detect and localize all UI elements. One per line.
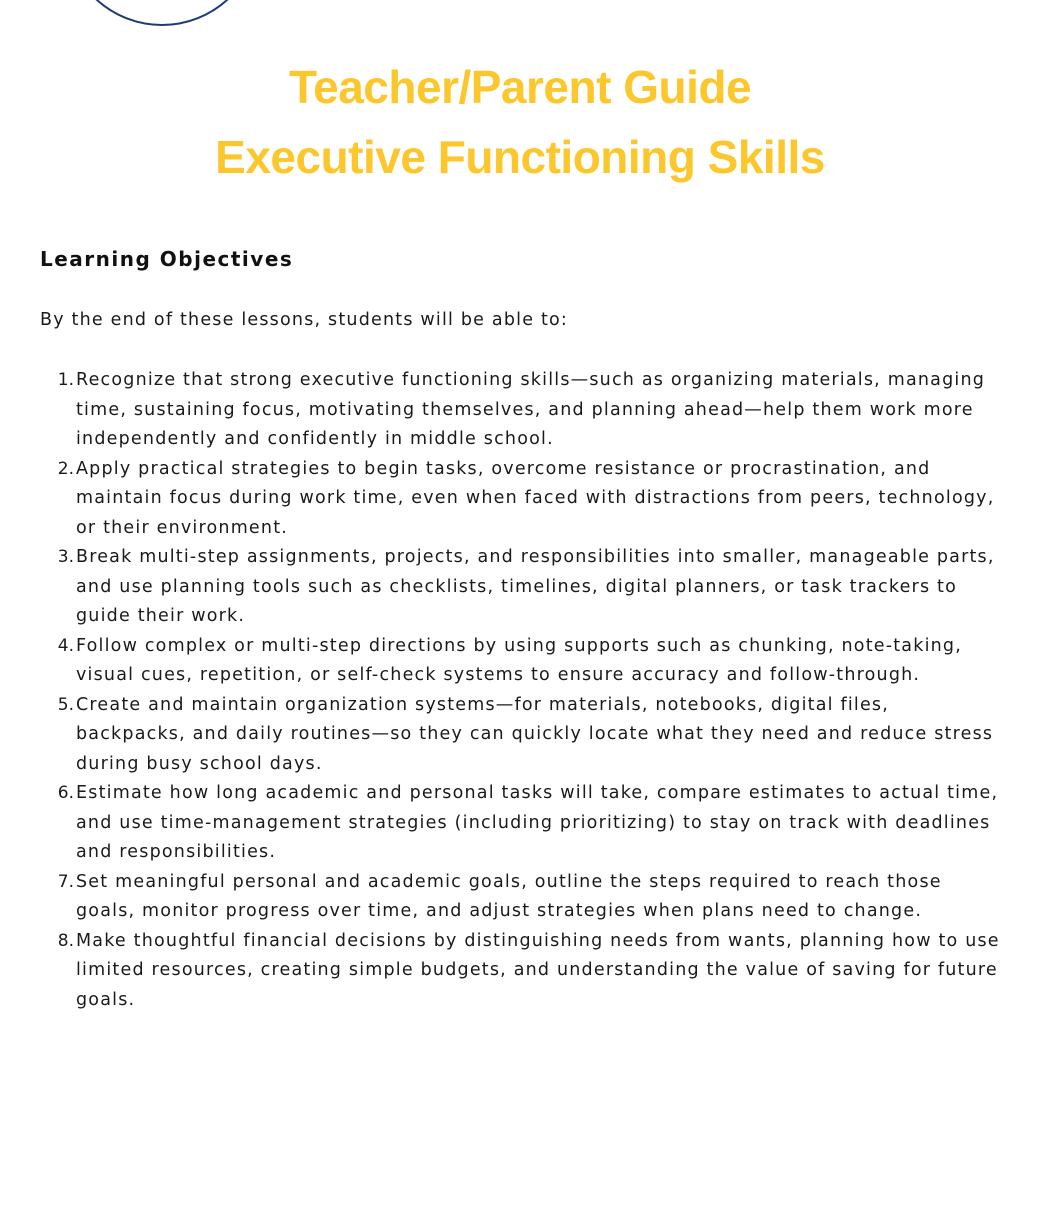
list-item-number: 1. [57, 370, 74, 390]
list-item-number: 8. [57, 930, 74, 951]
list-item-text: Set meaningful personal and academic goals, outline the steps required to reach those goals, monitor progress over time, and adjust strategies when plans need to change. [76, 871, 942, 921]
list-item [0, 927, 1000, 1016]
page-title [0, 52, 1040, 192]
list-item [0, 543, 1000, 632]
list-item-text: Estimate how long academic and personal tasks will take, compare estimates to actual time, and use time-management strategies (including prioritizing) to stay on track with deadlines and responsibilities. [76, 783, 999, 862]
intro-text: By the end of these lessons, students will be able to: [40, 310, 569, 330]
list-item-text: Break multi-step assignments, projects, and responsibilities into smaller, manageable parts, and use planning tools such as checklists, timelines, digital planners, or task trackers to guide their work. [76, 547, 995, 626]
objectives-list [0, 366, 1000, 1015]
list-item-text: Make thoughtful financial decisions by distinguishing needs from wants, planning how to use limited resources, creating simple budgets, and understanding the value of saving for future goals. [76, 930, 1000, 1010]
list-item-text: Recognize that strong executive functioning skills—such as organizing materials, managing time, sustaining focus, motivating themselves, and planning ahead—help them work more independently and confidently in middle school. [76, 370, 986, 449]
list-item [0, 779, 1000, 868]
list-item-text: Follow complex or multi-step directions by using supports such as chunking, note-taking, visual cues, repetition, or self-check systems to ensure accuracy and follow-through. [76, 635, 962, 685]
list-item-number: 5. [57, 694, 74, 715]
list-item-text: Apply practical strategies to begin tasks, overcome resistance or procrastination, and maintain focus during work time, even when faced with distractions from peers, technology, or their environment. [76, 458, 995, 538]
decorative-circle-arc [64, 0, 260, 26]
title-line-guide: Teacher/Parent Guide [288, 61, 752, 113]
list-item-number: 4. [57, 635, 74, 656]
list-item-number: 2. [57, 458, 74, 479]
list-item-text: Create and maintain organization systems—for materials, notebooks, digital files, backpacks, and daily routines—so they can quickly locate what they need and reduce stress during busy school days. [76, 694, 994, 774]
list-item [0, 455, 1000, 544]
list-item [0, 366, 1000, 455]
list-item [0, 868, 1000, 927]
list-item-number: 3. [57, 547, 74, 567]
list-item [0, 691, 1000, 780]
list-item-number: 6. [57, 783, 74, 803]
section-heading: Learning Objectives [40, 247, 294, 271]
list-item-number: 7. [57, 871, 74, 892]
list-item [0, 632, 1000, 691]
title-line-topic: Executive Functioning Skills [215, 131, 825, 183]
